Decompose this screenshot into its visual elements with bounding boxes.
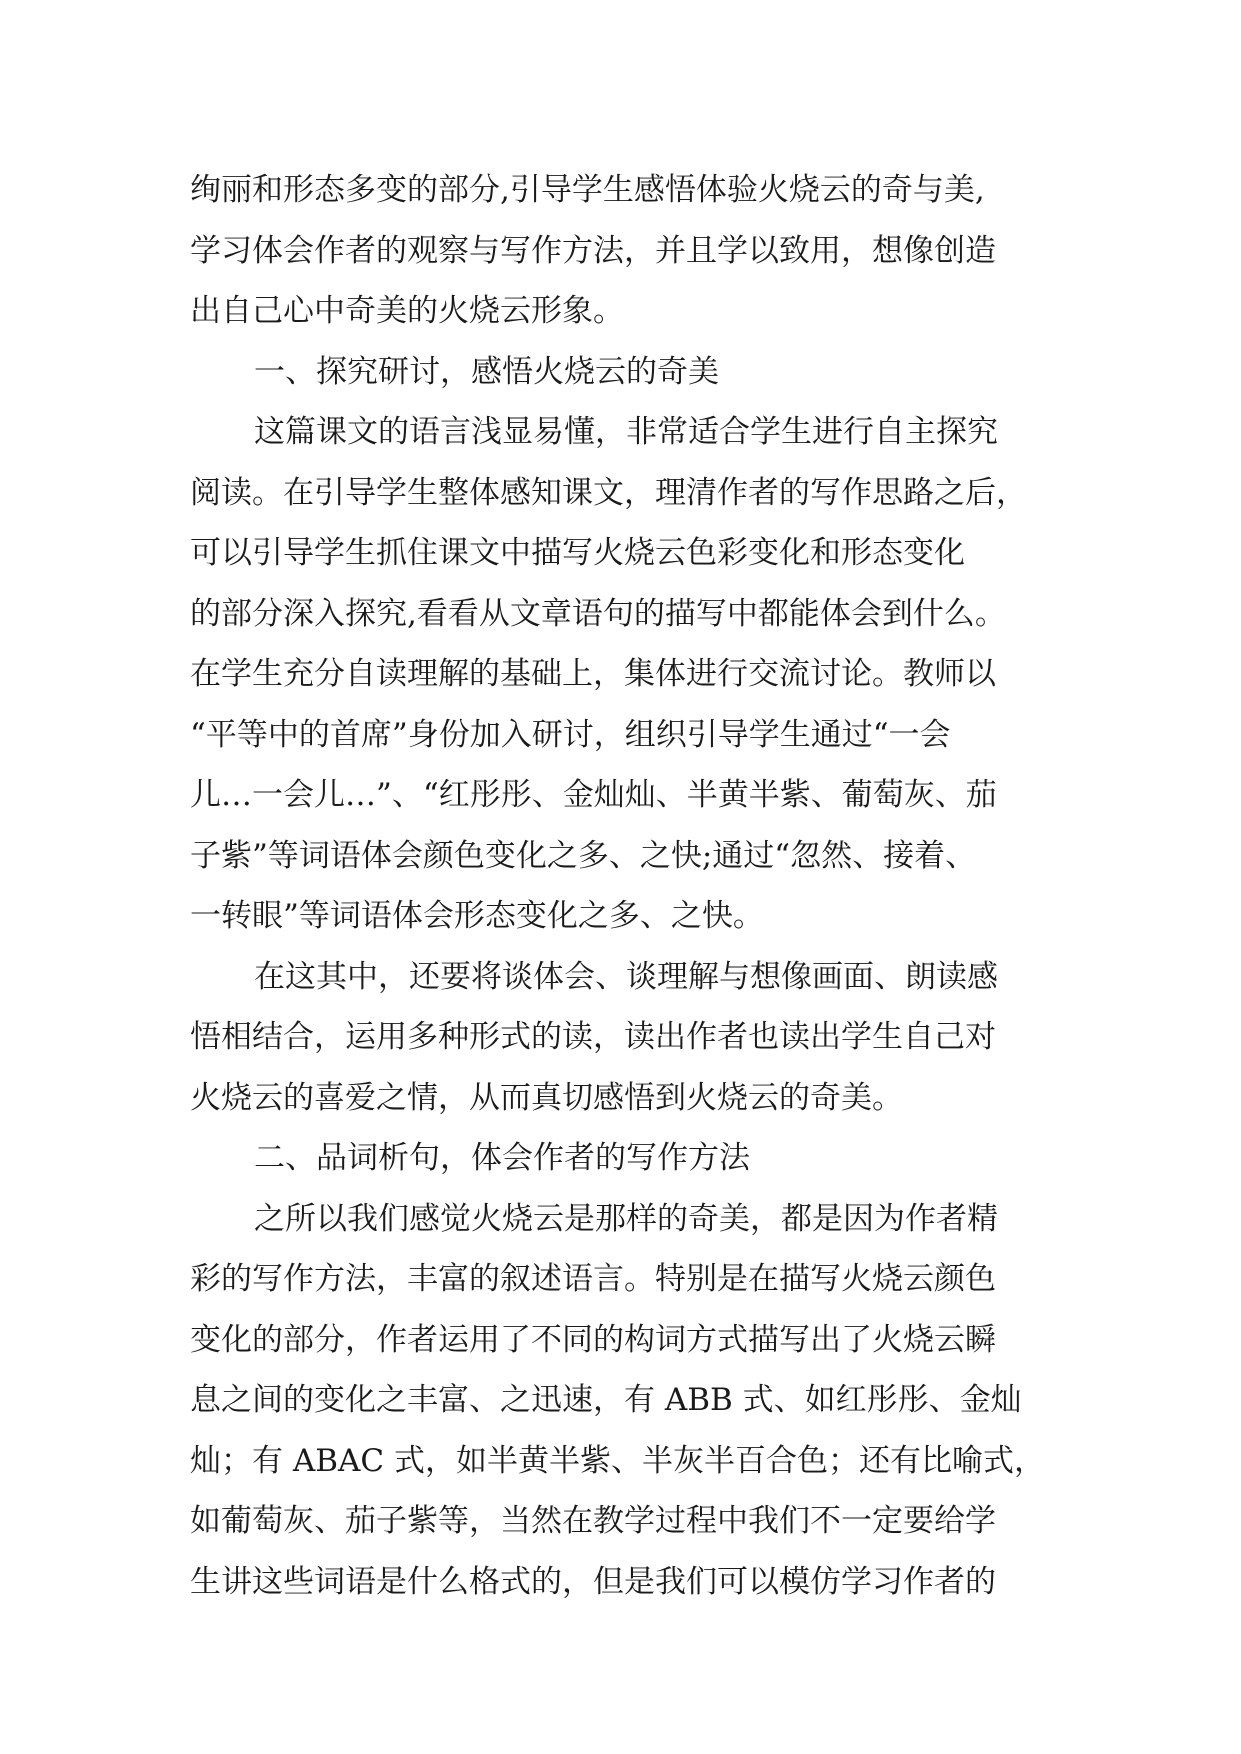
text-line: 阅读。在引导学生整体感知课文，理清作者的写作思路之后，: [190, 474, 1027, 511]
text-line: 如葡萄灰、茄子紫等，当然在教学过程中我们不一定要给学: [190, 1503, 996, 1539]
text-line: 悟相结合，运用多种形式的读，读出作者也读出学生自己对: [190, 1019, 996, 1055]
text-line: 的部分深入探究,看看从文章语句的描写中都能体会到什么。: [190, 595, 1006, 632]
text-line: 彩的写作方法，丰富的叙述语言。特别是在描写火烧云颜色: [190, 1261, 996, 1297]
text-line: 在学生充分自读理解的基础上，集体进行交流讨论。教师以: [190, 656, 996, 692]
text-line: 火烧云的喜爱之情，从而真切感悟到火烧云的奇美。: [190, 1079, 903, 1116]
text-line: 灿；有 ABAC 式，如半黄半紫、半灰半百合色；还有比喻式，: [190, 1442, 1045, 1479]
text-line: “平等中的首席”身份加入研讨，组织引导学生通过“一会: [190, 716, 951, 753]
document-body: [190, 160, 1070, 1612]
text-line: 息之间的变化之丰富、之迅速，有 ABB 式、如红彤彤、金灿: [190, 1382, 1022, 1418]
text-line: 可以引导学生抓住课文中描写火烧云色彩变化和形态变化: [190, 535, 965, 571]
text-line: 这篇课文的语言浅显易懂，非常适合学生进行自主探究: [254, 414, 998, 450]
text-line: 一转眼”等词语体会形态变化之多、之快。: [190, 898, 764, 934]
text-line: 子紫”等词语体会颜色变化之多、之快;通过“忽然、接着、: [190, 837, 977, 874]
section-heading-2: 二、品词析句，体会作者的写作方法: [254, 1140, 750, 1176]
text-line: 生讲这些词语是什么格式的，但是我们可以模仿学习作者的: [190, 1563, 996, 1600]
text-line: 变化的部分，作者运用了不同的构词方式描写出了火烧云瞬: [190, 1321, 996, 1358]
text-line: 儿…一会儿…”、“红彤彤、金灿灿、半黄半紫、葡萄灰、茄: [190, 777, 997, 813]
text-line: 学习体会作者的观察与写作方法，并且学以致用，想像创造: [190, 232, 996, 269]
text-line: 在这其中，还要将谈体会、谈理解与想像画面、朗读感: [254, 958, 998, 995]
text-line: 出自己心中奇美的火烧云形象。: [190, 293, 624, 329]
section-heading-1: 一、探究研讨，感悟火烧云的奇美: [254, 353, 719, 390]
text-line: 绚丽和形态多变的部分,引导学生感悟体验火烧云的奇与美,: [190, 172, 985, 208]
text-line: 之所以我们感觉火烧云是那样的奇美，都是因为作者精: [254, 1200, 998, 1237]
